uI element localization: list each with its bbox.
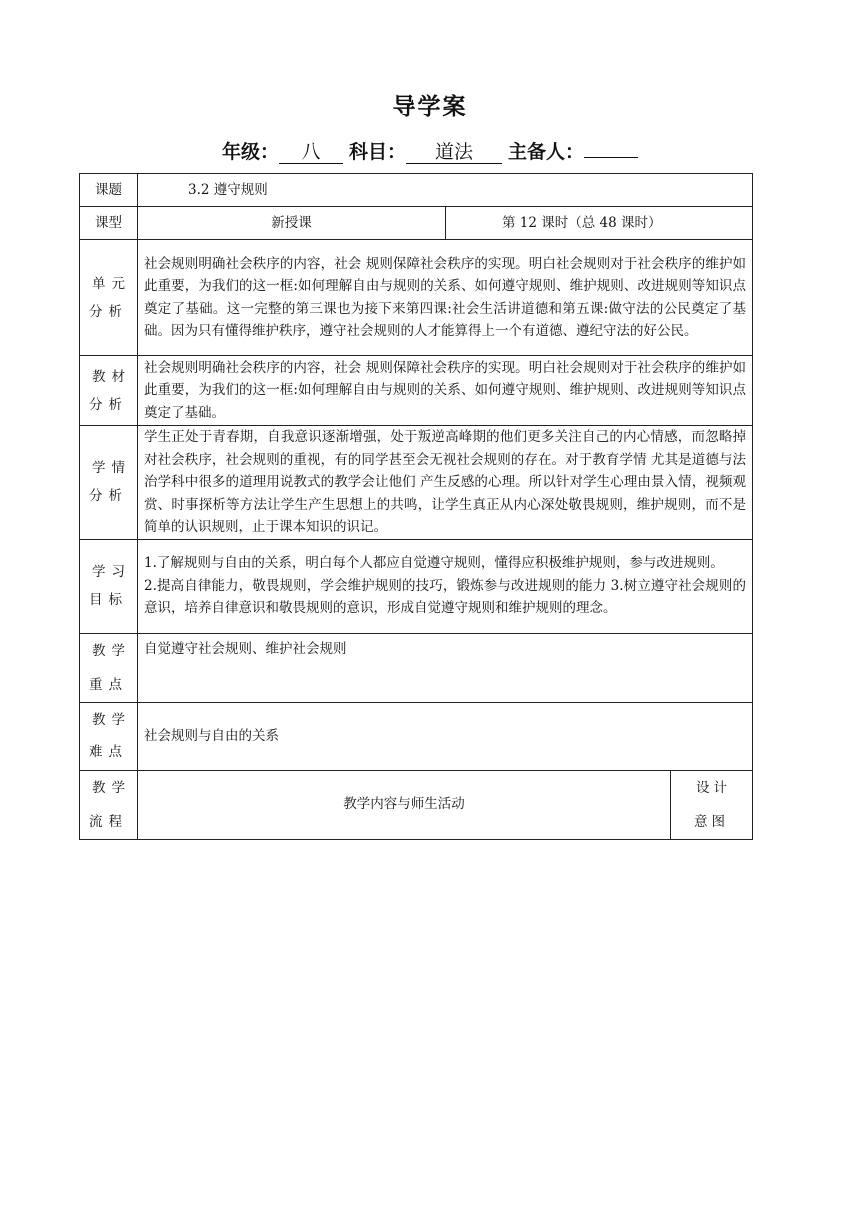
type-label: 课型: [80, 207, 138, 240]
subject-label: 科目：: [348, 141, 406, 163]
header-line: [0, 137, 860, 164]
topic-value: 3.2 遵守规则: [138, 174, 753, 207]
row-learning-goals: [80, 539, 753, 633]
row-unit-analysis: [80, 240, 753, 356]
period-value: 第 12 课时（总 48 课时）: [446, 207, 753, 240]
difficult-points-text: 社会规则与自由的关系: [138, 702, 753, 770]
row-key-points: [80, 633, 753, 702]
learning-goals-text: [138, 539, 753, 633]
grade-value[interactable]: 八: [279, 141, 343, 164]
type-value: 新授课: [138, 207, 446, 240]
teaching-content-header: 教学内容与师生活动: [138, 770, 671, 839]
row-teaching-process: [80, 770, 753, 839]
design-intent-header: 设计 意图: [671, 770, 753, 839]
unit-analysis-text: 社会规则明确社会秩序的内容，社会 规则保障社会秩序的实现。明白社会规则对于社会秩序的维护如此重要，为我们的这一框:如何理解自由与规则的关系、如何遵守规则、维护规则、改进规则等知识点奠定了基础。这一完整的第三课也为接下来第四课:社会生活讲道德和第五课:做守法的公民奠定了基础。因为只有懂得维护秩序，遵守社会规则的人才能算得上一个有道德、遵纪守法的好公民。: [138, 240, 753, 356]
preparer-value[interactable]: [584, 157, 638, 158]
row-type: [80, 207, 753, 240]
preparer-label: 主备人：: [508, 141, 585, 163]
topic-label: 课题: [80, 174, 138, 207]
lesson-plan-table: [79, 173, 753, 840]
teaching-process-label: 教学 流程: [80, 770, 138, 839]
row-topic: [80, 174, 753, 207]
row-material-analysis: [80, 356, 753, 426]
material-analysis-label: 教材 分析: [80, 356, 138, 426]
row-difficult-points: [80, 702, 753, 770]
key-points-label: 教学 重点: [80, 633, 138, 702]
subject-value[interactable]: 道法: [406, 141, 502, 164]
grade-label: 年级：: [221, 141, 279, 163]
goal-line-2: 2.提高自律能力，敬畏规则，学会维护规则的技巧，锻炼参与改进规则的能力 3.树立遵守社会规则的意识，培养自律意识和敬畏规则的意识，形成自觉遵守规则和维护规则的理念。: [144, 577, 747, 617]
goal-line-1: 1.了解规则与自由的关系，明白每个人都应自觉遵守规则，懂得应积极维护规则，参与改进规则。: [144, 555, 724, 572]
page-title: 导学案: [392, 94, 468, 120]
difficult-points-label: 教学 难点: [80, 702, 138, 770]
unit-analysis-label: 单元 分析: [80, 240, 138, 356]
learning-goals-label: 学习 目标: [80, 539, 138, 633]
student-analysis-text: 学生正处于青春期，自我意识逐渐增强，处于叛逆高峰期的他们更多关注自己的内心情感，而忽略掉对社会秩序，社会规则的重视，有的同学甚至会无视社会规则的存在。对于教育学情 尤其是道德与法治学科中很多的道理用说教式的教学会让他们 产生反感的心理。所以针对学生心理由景入情，视频观赏、时事探析等方法让学生产生思想上的共鸣，让学生真正从内心深处敬畏规则，维护规则，而不是简单的认识规则，止于课本知识的识记。: [138, 426, 753, 540]
row-student-analysis: [80, 426, 753, 540]
key-points-text: 自觉遵守社会规则、维护社会规则: [138, 633, 753, 702]
material-analysis-text: 社会规则明确社会秩序的内容，社会 规则保障社会秩序的实现。明白社会规则对于社会秩序的维护如此重要，为我们的这一框:如何理解自由与规则的关系、如何遵守规则、维护规则、改进规则等知识点奠定了基础。: [138, 356, 753, 426]
student-analysis-label: 学情 分析: [80, 426, 138, 540]
